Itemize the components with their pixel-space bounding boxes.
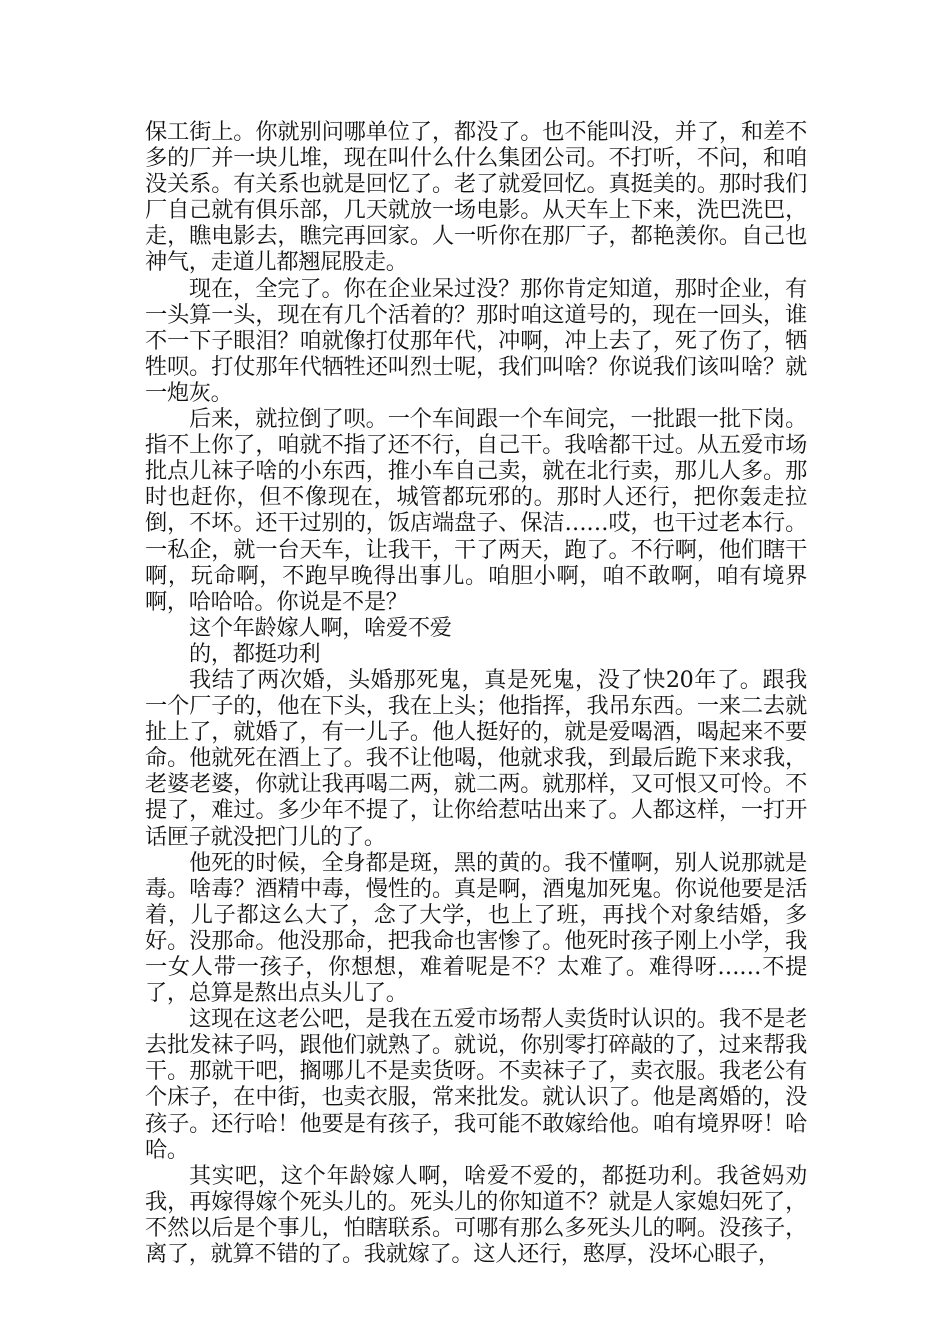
section-heading-line-2: 的，都挺功利 <box>189 640 321 667</box>
paragraph-3: 后来，就拉倒了呗。一个车间跟一个车间完，一批跟一批下岗。指不上你了，咱就不指了还不行，自己干。我啥都干过。从五爱市场批点儿袜子啥的小东西，推小车自己卖，就在北行卖，那儿人多。那时也赶你，但不像现在，城管都玩邪的。那时人还行，把你轰走拉倒，不坏。还干过别的，饭店端盘子、保洁……哎，也干过老本行。一私企，就一台天车，让我干，干了两天，跑了。不行啊，他们瞎干啊，玩命啊，不跑早晚得出事儿。咱胆小啊，咱不敢啊，咱有境界啊，哈哈哈。你说是不是？ <box>145 406 807 615</box>
paragraph-6: 这现在这老公吧，是我在五爱市场帮人卖货时认识的。我不是老去批发袜子吗，跟他们就熟了。就说，你别零打碎敲的了，过来帮我干。那就干吧，搁哪儿不是卖货呀。不卖袜子了，卖衣服。我老公有个床子，在中街，也卖衣服，常来批发。就认识了。他是离婚的，没孩子。还行哈！他要是有孩子，我可能不敢嫁给他。咱有境界呀！哈哈。 <box>145 1006 807 1163</box>
paragraph-2: 现在，全完了。你在企业呆过没？那你肯定知道，那时企业，有一头算一头，现在有几个活着的？那时咱这道号的，现在一回头，谁不一下子眼泪？咱就像打仗那年代，冲啊，冲上去了，死了伤了，牺牲呗。打仗那年代牺牲还叫烈士呢，我们叫啥？你说我们该叫啥？就一炮灰。 <box>145 275 807 406</box>
document-page <box>145 119 807 1267</box>
paragraph-7: 其实吧，这个年龄嫁人啊，啥爱不爱的，都挺功利。我爸妈劝我，再嫁得嫁个死头儿的。死头儿的你知道不？就是人家媳妇死了，不然以后是个事儿，怕瞎联系。可哪有那么多死头儿的啊。没孩子，离了，就算不错的了。我就嫁了。这人还行，憨厚，没坏心眼子， <box>145 1162 807 1268</box>
section-heading-line-1: 这个年龄嫁人啊，啥爱不爱 <box>189 614 452 641</box>
paragraph-4: 我结了两次婚，头婚那死鬼，真是死鬼，没了快20年了。跟我一个厂子的，他在下头，我在上头；他指挥，我吊东西。一来二去就扯上了，就婚了，有一儿子。他人挺好的，就是爱喝酒，喝起来不要命。他就死在酒上了。我不让他喝，他就求我，到最后跪下来求我，老婆老婆，你就让我再喝二两，就二两。就那样，又可恨又可怜。不提了，难过。多少年不提了，让你给惹咕出来了。人都这样，一打开话匣子就没把门儿的了。 <box>145 666 807 850</box>
paragraph-1: 保工街上。你就别问哪单位了，都没了。也不能叫没，并了，和差不多的厂并一块儿堆，现在叫什么什么集团公司。不打听，不问，和咱没关系。有关系也就是回忆了。老了就爱回忆。真挺美的。那时我们厂自己就有俱乐部，几天就放一场电影。从天车上下来，洗巴洗巴，走，瞧电影去，瞧完再回家。人一听你在那厂子，都艳羡你。自己也神气，走道儿都翘屁股走。 <box>145 119 807 276</box>
paragraph-5: 他死的时候，全身都是斑，黑的黄的。我不懂啊，别人说那就是毒。啥毒？酒精中毒，慢性的。真是啊，酒鬼加死鬼。你说他要是活着，儿子都这么大了，念了大学，也上了班，再找个对象结婚，多好。没那命。他没那命，把我命也害惨了。他死时孩子刚上小学，我一女人带一孩子，你想想，难着呢是不？太难了。难得呀……不提了，总算是熬出点头儿了。 <box>145 849 807 1007</box>
